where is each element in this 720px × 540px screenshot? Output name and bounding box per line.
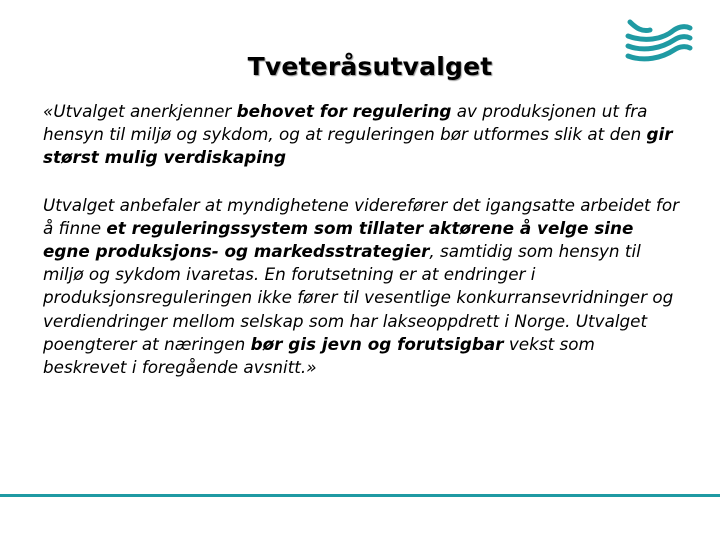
emphasis-span: gir størst mulig verdiskaping: [43, 124, 673, 168]
quote-paragraph-1: [43, 100, 683, 170]
close-quote: »: [306, 357, 317, 378]
text-span: Utvalget anbefaler at myndighetene viderefører det igangsatte arbeidet for å finne: [43, 194, 680, 238]
text-span: Utvalget anerkjenner: [53, 101, 237, 121]
open-quote: «: [43, 101, 54, 121]
slide-title: Tveteråsutvalget: [247, 52, 493, 81]
slide-body: [43, 100, 683, 403]
footer-divider: [0, 494, 720, 497]
text-span: vekst som beskrevet i foregående avsnitt.: [43, 333, 595, 378]
emphasis-span: behovet for regulering: [236, 101, 452, 121]
text-span: av produksjonen ut fra hensyn til miljø og sykdom, og at reguleringen bør utformes slik at den: [43, 101, 648, 145]
quote-paragraph-2: [43, 194, 683, 380]
emphasis-span: bør gis jevn og forutsigbar: [250, 333, 504, 354]
text-span: , samtidig som hensyn til miljø og sykdom ivaretas. En forutsetning er at endringer i produksjonsreguleringen ikke fører til vesentlige konkurransevridninger og verdiendringer mellom selskap som har lakseoppdrett i Norge. Utvalget poengterer at næringen: [43, 241, 674, 354]
emphasis-span: et reguleringssystem som tillater aktørene å velge sine egne produksjons- og markedsstrategier: [43, 217, 634, 262]
